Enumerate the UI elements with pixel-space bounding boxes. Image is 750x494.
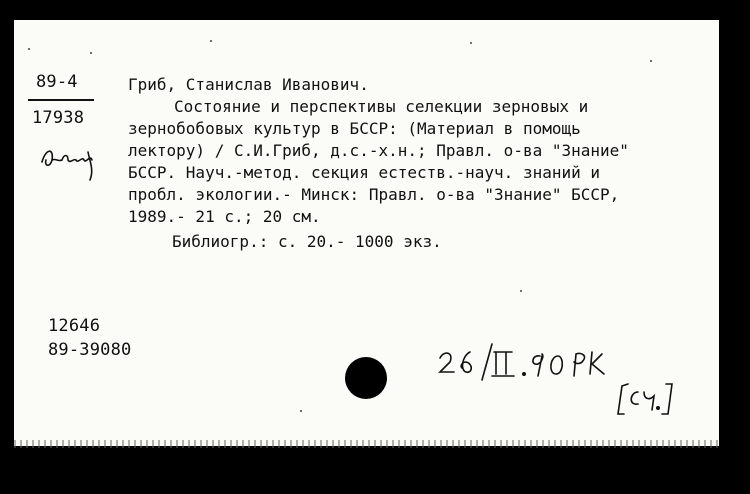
entry-line: зернобобовых культур в БССР: (Материал в помощь <box>128 119 581 138</box>
dust-speck <box>210 40 212 42</box>
dust-speck <box>28 48 30 50</box>
scan-border <box>0 452 750 494</box>
dust-speck <box>90 52 92 54</box>
entry-line: 1989.- 21 с.; 20 см. <box>128 207 321 226</box>
entry-line: Состояние и перспективы селекции зерновых и <box>174 97 589 116</box>
entry-author: Гриб, Станислав Иванович. <box>128 75 369 94</box>
registry-code: 89-39080 <box>48 340 132 360</box>
dust-speck <box>650 60 652 62</box>
shelf-code: 89-4 <box>36 72 78 92</box>
dust-speck <box>470 42 472 44</box>
dust-speck <box>300 410 302 412</box>
handwritten-signature <box>40 140 100 182</box>
entry-line: БССР. Науч.-метод. секция естеств.-науч. знаний и <box>128 163 601 182</box>
bibliographic-entry <box>128 74 698 253</box>
divider-line <box>28 99 94 101</box>
punch-hole <box>345 357 387 399</box>
registry-number: 12646 <box>48 316 101 336</box>
bibliography-note: Библиогр.: с. 20.- 1000 экз. <box>172 232 442 251</box>
handwritten-date-annotation <box>432 340 692 420</box>
entry-line: пробл. экологии.- Минск: Правл. о-ва "Знание" БССР, <box>128 185 620 204</box>
entry-line: лектору) / С.И.Гриб, д.с.-х.н.; Правл. о-ва "Знание" <box>128 141 629 160</box>
dust-speck <box>520 290 522 292</box>
inventory-number: 17938 <box>32 108 85 128</box>
